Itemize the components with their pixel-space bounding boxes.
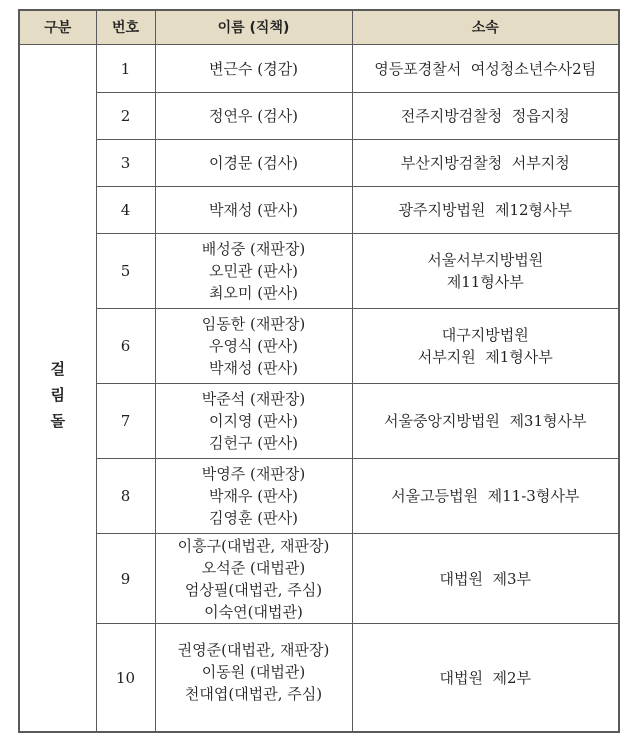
name-entry: 박영주 (재판장) (201, 465, 306, 483)
row-number: 10 (96, 624, 155, 733)
table-row (19, 624, 619, 733)
table-row (19, 534, 619, 624)
affiliation-cell (352, 93, 619, 140)
row-number: 8 (96, 459, 155, 534)
category-char: 돌 (50, 412, 65, 430)
table-header (19, 10, 619, 45)
affiliation-line: 전주지방검찰청 정읍지청 (400, 107, 570, 125)
name-entry: 엄상필(대법관, 주심) (184, 580, 323, 599)
affiliation-cell (352, 624, 619, 733)
names-cell (155, 93, 352, 140)
name-entry: 천대엽(대법관, 주심) (184, 684, 323, 703)
affiliation-line: 제11형사부 (446, 273, 524, 291)
names-cell (155, 621, 352, 730)
affiliation-line: 부산지방검찰청 서부지청 (400, 154, 570, 172)
name-entry: 박준석 (재판장) (201, 390, 306, 408)
row-number: 2 (96, 93, 155, 140)
table-row (19, 234, 619, 309)
affiliation-line: 대법원 제2부 (439, 668, 532, 687)
affiliation-cell (352, 187, 619, 234)
affiliation-cell (352, 234, 619, 309)
table-row (19, 45, 619, 93)
roster-table (18, 9, 620, 733)
name-entry: 이흥구(대법관, 재판장) (177, 536, 330, 555)
name-entry: 박재우 (판사) (209, 487, 298, 505)
row-number: 3 (96, 140, 155, 187)
name-entry: 박재성 (판사) (209, 201, 298, 219)
name-entry: 김영훈 (판사) (209, 509, 298, 527)
name-entry: 정연우 (검사) (209, 107, 298, 125)
affiliation-line: 서울서부지방법원 (427, 251, 544, 269)
table-row (19, 187, 619, 234)
names-cell (155, 459, 352, 534)
category-label (48, 342, 68, 434)
row-number: 1 (96, 45, 155, 93)
name-entry: 김헌구 (판사) (209, 434, 298, 452)
name-entry: 오민관 (판사) (209, 262, 298, 280)
category-char: 걸 (50, 360, 65, 378)
name-entry: 배성중 (재판장) (201, 240, 306, 258)
name-entry: 변근수 (경감) (209, 59, 298, 78)
names-cell (155, 140, 352, 187)
name-entry: 오석준 (대법관) (201, 558, 306, 577)
affiliation-line: 서부지원 제1형사부 (417, 348, 553, 366)
name-entry: 박재성 (판사) (209, 359, 298, 377)
category-char: 림 (50, 386, 65, 404)
affiliation-line: 대법원 제3부 (439, 569, 532, 588)
row-number: 4 (96, 187, 155, 234)
affiliation-cell (352, 459, 619, 534)
row-number: 7 (96, 384, 155, 459)
header-number: 번호 (96, 10, 155, 45)
name-entry: 최오미 (판사) (209, 284, 298, 302)
names-cell (155, 45, 352, 93)
names-cell (155, 234, 352, 309)
row-number: 5 (96, 234, 155, 309)
table-row (19, 459, 619, 534)
name-entry: 이숙연(대법관) (204, 602, 303, 621)
affiliation-cell (352, 309, 619, 384)
name-entry: 이동원 (대법관) (201, 662, 306, 681)
name-entry: 이지영 (판사) (209, 412, 298, 430)
header-affiliation: 소속 (352, 10, 619, 45)
table-row (19, 384, 619, 459)
affiliation-cell (352, 140, 619, 187)
row-number: 9 (96, 534, 155, 624)
affiliation-cell (352, 45, 619, 93)
name-entry: 이경문 (검사) (209, 154, 298, 172)
names-cell (155, 384, 352, 459)
table-row (19, 93, 619, 140)
row-number: 6 (96, 309, 155, 384)
names-cell (155, 187, 352, 234)
affiliation-line: 대구지방법원 (441, 326, 529, 344)
category-cell (19, 45, 96, 733)
name-entry: 권영준(대법관, 재판장) (177, 640, 330, 659)
affiliation-cell (352, 534, 619, 624)
names-cell (155, 309, 352, 384)
affiliation-line: 서울고등법원 제11-3형사부 (391, 487, 580, 505)
affiliation-cell (352, 384, 619, 459)
name-entry: 임동한 (재판장) (201, 315, 306, 333)
header-category: 구분 (19, 10, 96, 45)
header-name-position: 이름 (직책) (155, 10, 352, 45)
affiliation-line: 영등포경찰서 여성청소년수사2팀 (374, 59, 597, 78)
names-cell (155, 534, 352, 624)
affiliation-line: 광주지방법원 제12형사부 (398, 201, 573, 219)
table-row (19, 140, 619, 187)
name-entry: 우영식 (판사) (209, 337, 298, 355)
table-row (19, 309, 619, 384)
affiliation-line: 서울중앙지방법원 제31형사부 (383, 412, 587, 430)
